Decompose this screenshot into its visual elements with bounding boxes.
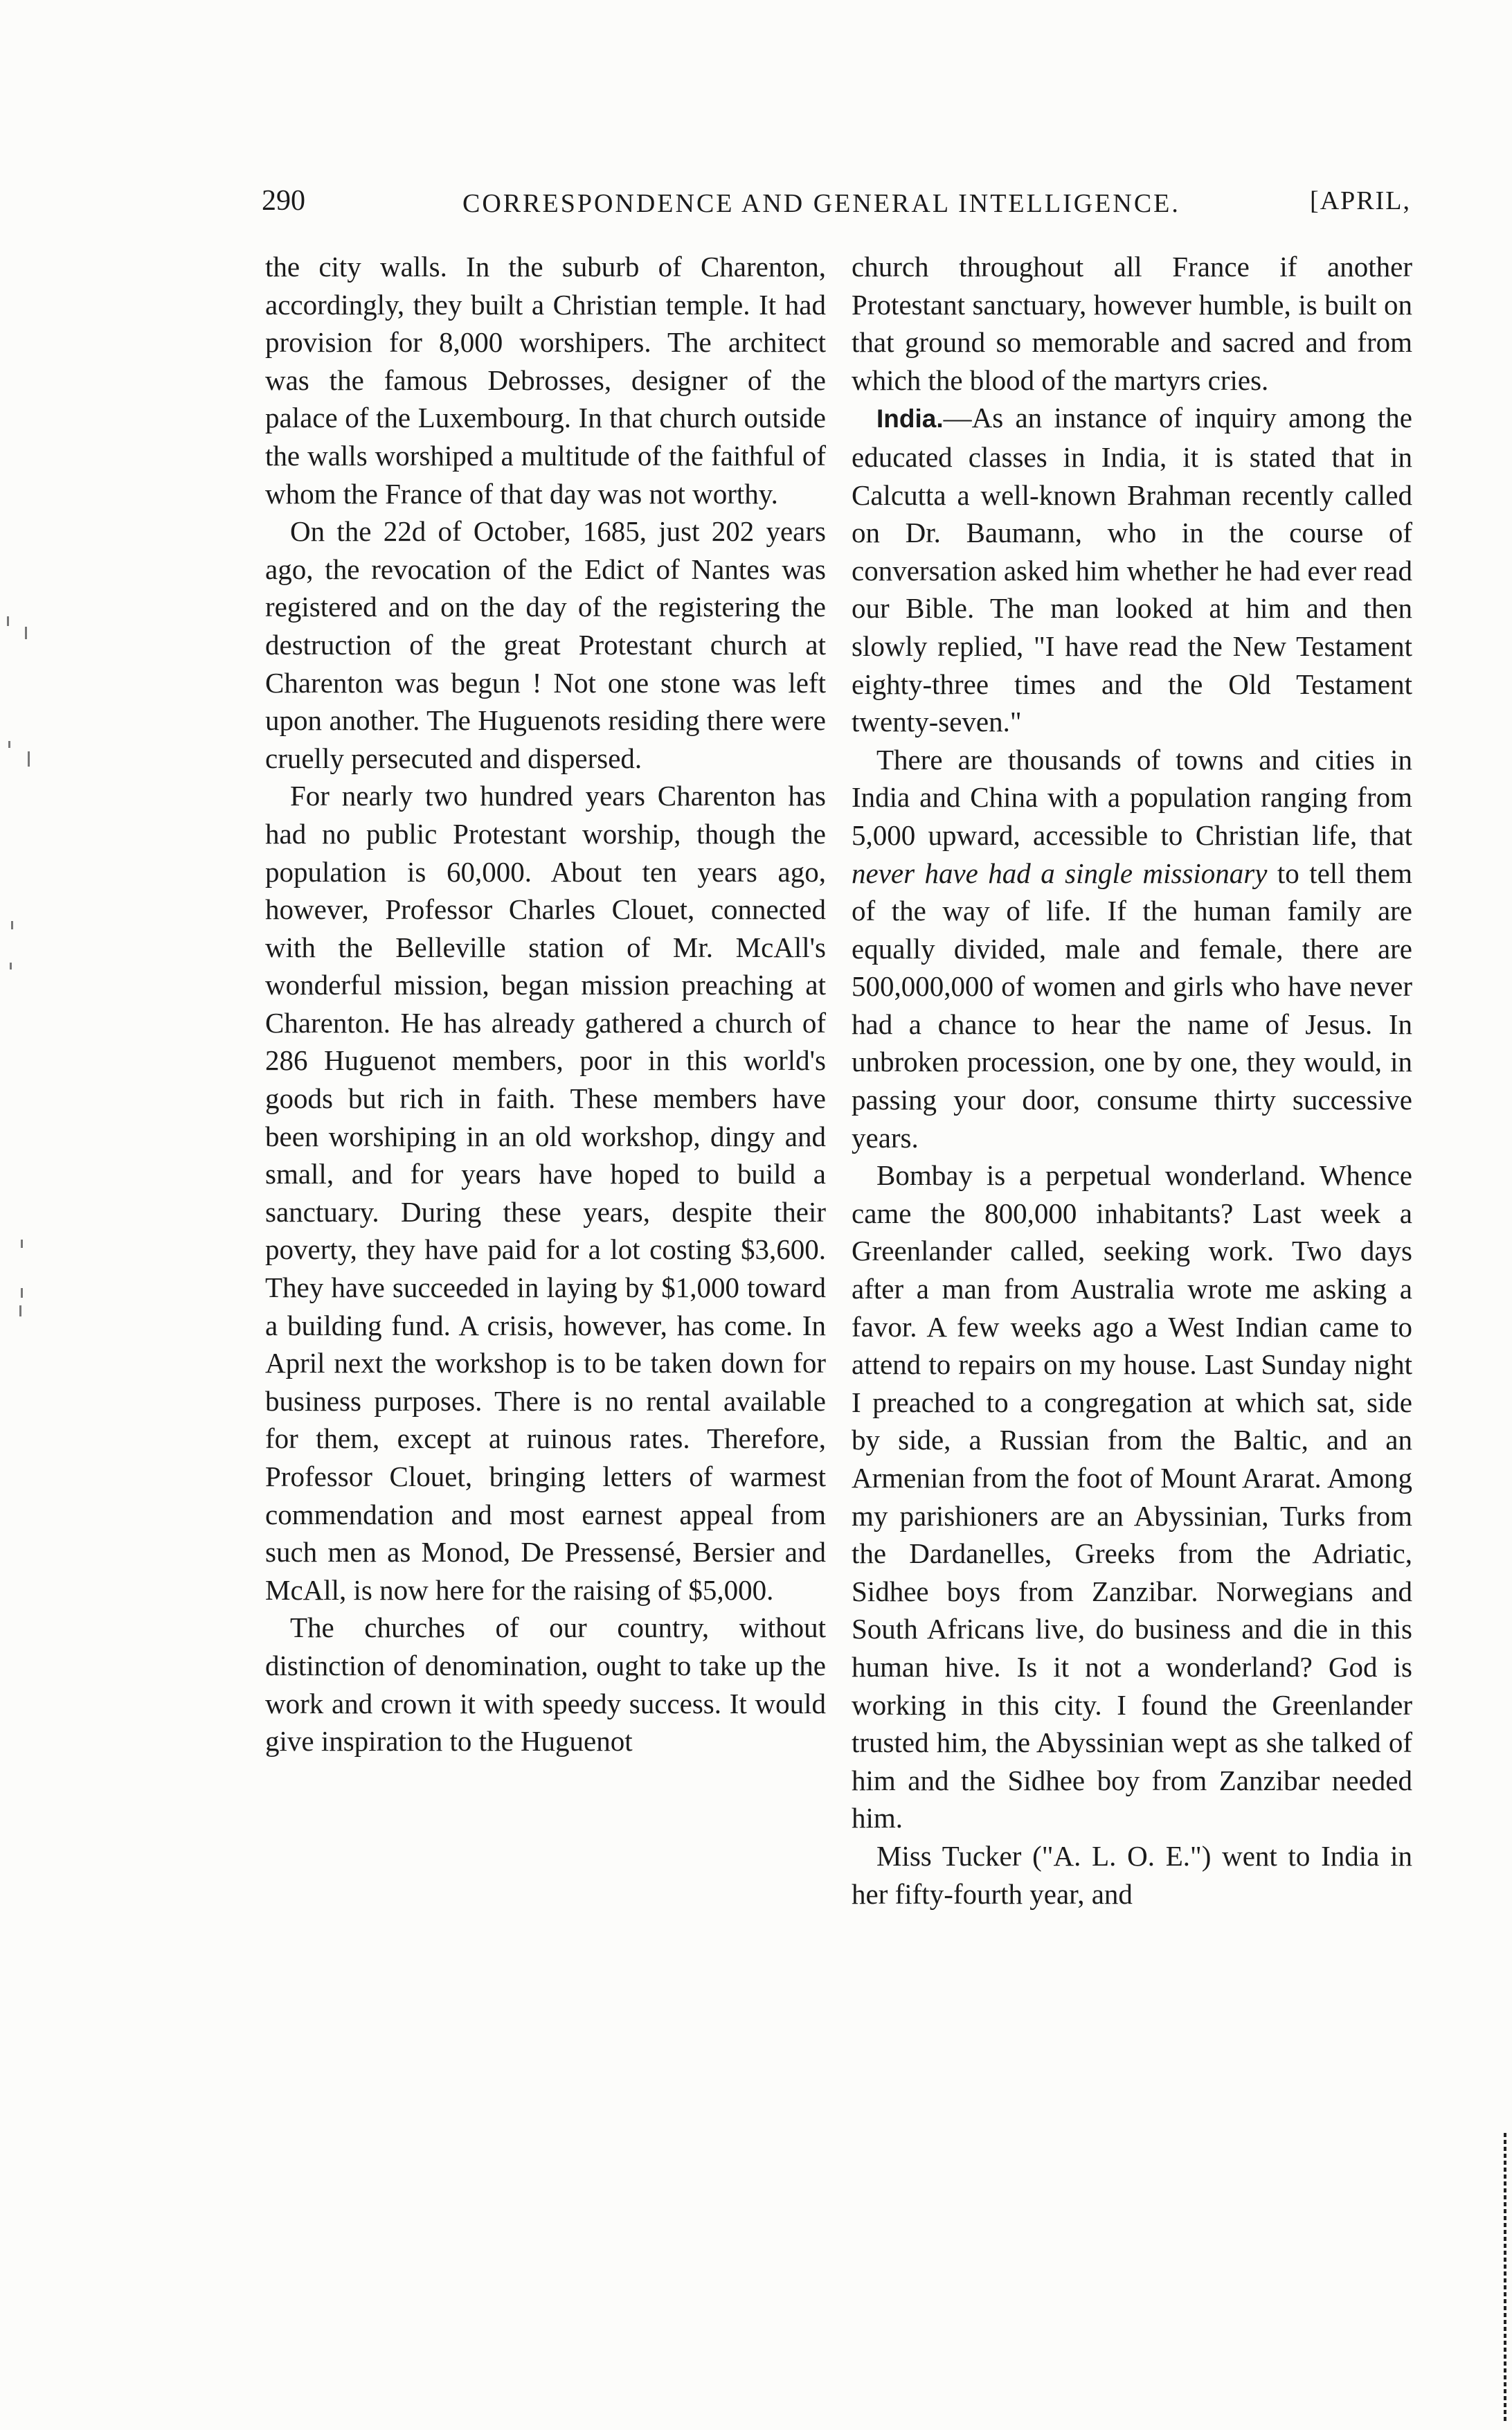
page-number: 290 (262, 185, 305, 217)
margin-speck (10, 963, 12, 970)
paragraph-revocation: On the 22d of October, 1685, just 202 years ago, the revocation of the Edict of Nantes was registered and on the day of the registering the destruction of the great Protestant church at Charenton was begun ! Not one stone was left upon another. The Huguenots residing there were cruelly persecuted and dispersed. (265, 515, 826, 774)
page-edge-shadow (1504, 2133, 1506, 2424)
running-title: CORRESPONDENCE AND GENERAL INTELLIGENCE. (462, 189, 1180, 218)
towns-emphasis: never have had a single missionary (852, 857, 1268, 889)
paragraph-india (852, 399, 1412, 740)
paragraph-bombay: Bombay is a perpetual wonderland. Whence came the 800,000 inhabitants? Last week a Greenlander called, seeking work. Two days after a man from Australia wrote me asking a favor. A few weeks ago a West Indian came to attend to repairs on my house. Last Sunday night I preached to a congregation at which sat, side by side, a Russian from the Baltic, and an Armenian from the foot of Mount Ararat. Among my parishioners are an Abyssinian, Turks from the Dardanelles, Greeks from the Adriatic, Sidhee boys from Zanzibar. Norwegians and South Africans live, do business and die in this human hive. Is it not a wonderland? God is working in this city. I found the Greenlander trusted him, the Abyssinian wept as she talked of him and the Sidhee boy from Zanzibar needed him. (852, 1159, 1412, 1834)
right-column (852, 248, 1412, 1913)
margin-speck (19, 1305, 21, 1316)
paragraph-clouet-mission: For nearly two hundred years Charenton has had no public Protestant worship, though the population is 60,000. About ten years ago, however, Professor Charles Clouet, connected with the Belleville station of Mr. McAll's wonderful mission, began mission preaching at Charenton. He has already gathered a church of 286 Huguenot members, poor in this world's goods but rich in faith. These members have been worshiping in an old workshop, dingy and small, and for years have hoped to build a sanctuary. During these years, despite their poverty, they have paid for a lot costing $3,600. They have succeeded in laying by $1,000 toward a building fund. A crisis, however, has come. In April next the workshop is to be taken down for business purposes. There is no rental available for them, except at ruinous rates. Therefore, Professor Clouet, bringing letters of warmest commendation and most earnest appeal from such men as Monod, De Pressensé, Bersier and McAll, is now here for the raising of $5,000. (265, 780, 826, 1606)
india-lead-heading: India. (876, 404, 944, 434)
margin-speck (21, 1288, 23, 1298)
margin-speck (21, 1240, 23, 1248)
margin-speck (28, 751, 30, 767)
running-header (262, 184, 1411, 226)
paragraph-miss-tucker: Miss Tucker ("A. L. O. E.") went to India in her fifty-fourth year, and (852, 1839, 1412, 1910)
paragraph-protestant-sanctuary: church throughout all France if another Protestant sanctuary, however humble, is built on that ground so memorable and sacred and from which the blood of the martyrs cries. (852, 251, 1412, 396)
india-body: —As an instance of inquiry among the educated classes in India, it is stated that in Calcutta a well-known Brahman recently called on Dr. Baumann, who in the course of conversation asked him whether he had ever read our Bible. The man looked at him and then slowly replied, "I have read the New Testament eighty-three times and the Old Testament twenty-seven." (852, 402, 1412, 738)
margin-speck (11, 921, 13, 929)
header-month: [APRIL, (1310, 186, 1411, 215)
paragraph-churches-appeal: The churches of our country, without distinction of denomination, ought to take up the work and crown it with speedy success. It would give inspiration to the Huguenot (265, 1611, 826, 1758)
margin-speck (7, 616, 9, 626)
towns-text-a: There are thousands of towns and cities in India and China with a population ranging from 5,000 upward, accessible to Christian life, that (852, 743, 1412, 851)
left-column (265, 248, 826, 1760)
paragraph-towns-cities (852, 741, 1412, 1157)
margin-speck (25, 627, 27, 639)
margin-speck (8, 741, 10, 748)
left-margin-specks (0, 0, 42, 2430)
towns-text-b: to tell them of the way of life. If the human family are equally divided, male and female, there are 500,000,000 of women and girls who have never had a chance to hear the name of Jesus. In unbroken procession, one by one, they would, in passing your door, consume thirty successive years. (852, 857, 1412, 1154)
paragraph-charenton-temple: the city walls. In the suburb of Charenton, accordingly, they built a Christian temple. It had provision for 8,000 worshipers. The architect was the famous Debrosses, designer of the palace of the Luxembourg. In that church outside the walls worshiped a multitude of the faithful of whom the France of that day was not worthy. (265, 251, 826, 510)
